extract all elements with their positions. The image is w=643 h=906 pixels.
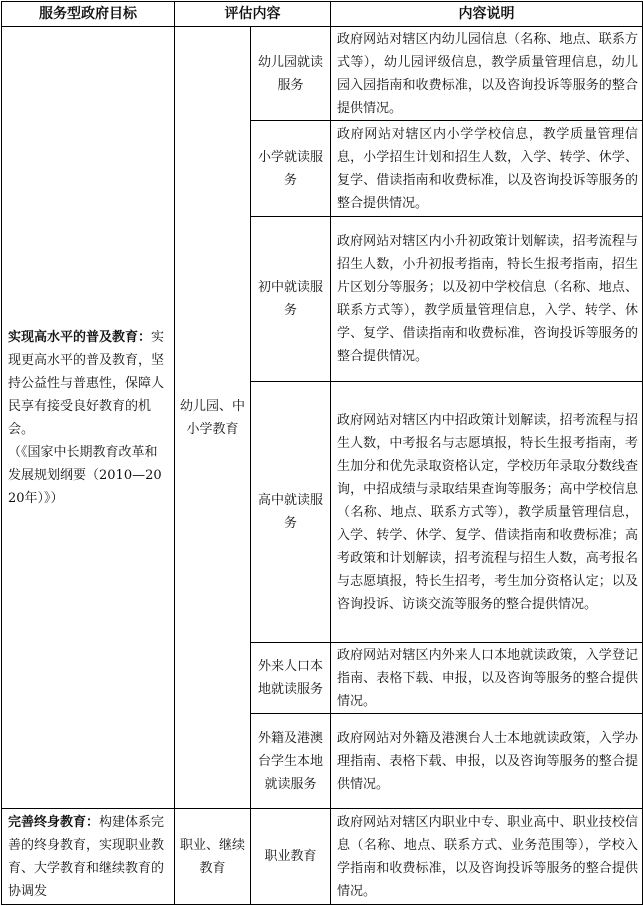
evaluation-item: 小学就读服务 xyxy=(251,121,331,217)
evaluation-item: 外来人口本地就读服务 xyxy=(251,643,331,714)
objective-title: 完善终身教育： xyxy=(8,814,100,830)
evaluation-table xyxy=(1,1,643,905)
item-description: 政府网站对辖区内小升初政策计划解读，招考流程与招生人数，小升初报考指南，特长生报考指南，招生片区划分等服务；以及初中学校信息（名称、地点、联系方式等），教学质量管理信息，入学、转学、休学、复学、借读指南和收费标准，咨询投诉等服务的整合提供情况。 xyxy=(331,217,643,382)
item-description: 政府网站对辖区内外来人口本地就读政策，入学登记指南、表格下载、申报，以及咨询等服务的整合提供情况。 xyxy=(331,643,643,714)
category-cell: 幼儿园、中小学教育 xyxy=(175,27,251,809)
item-description: 政府网站对辖区内中招政策计划解读，招考流程与招生人数，中考报名与志愿填报，特长生报考指南，考生加分和优先录取资格认定，学校历年录取分数线查询，中招成绩与录取结果查询等服务；高中学校信息（名称、地点、联系方式等），教学质量管理信息，入学、转学、休学、复学、借读指南和收费标准；高考政策和计划解读，招考流程与招生人数，高考报名与志愿填报，特长生招考，考生加分资格认定；以及咨询投诉、访谈交流等服务的整合提供情况。 xyxy=(331,382,643,643)
header-row xyxy=(2,2,643,27)
header-objective: 服务型政府目标 xyxy=(2,2,175,27)
table-row xyxy=(2,27,643,121)
objective-body: 实现更高水平的普及教育，坚持公益性与普惠性，保障人民享有接受良好教育的机会。 xyxy=(8,329,165,437)
objective-cell xyxy=(2,27,175,809)
evaluation-item: 外籍及港澳台学生本地就读服务 xyxy=(251,714,331,809)
item-description: 政府网站对辖区内职业中专、职业高中、职业技校信息（名称、地点、联系方式、业务范围等），学校入学指南和收费标准，以及咨询投诉等服务的整合提供情况。 xyxy=(331,809,643,905)
objective-title: 实现高水平的普及教育： xyxy=(8,329,152,345)
item-description: 政府网站对外籍及港澳台人士本地就读政策，入学办理指南、表格下载、申报，以及咨询等服务的整合提供情况。 xyxy=(331,714,643,809)
evaluation-item: 高中就读服务 xyxy=(251,382,331,643)
table-row xyxy=(2,809,643,905)
item-description: 政府网站对辖区内小学学校信息，教学质量管理信息，小学招生计划和招生人数，入学、转学、休学、复学、借读指南和收费标准，以及咨询投诉等服务的整合提供情况。 xyxy=(331,121,643,217)
objective-body: 构建体系完善的终身教育，实现职业教育、大学教育和继续教育的协调发 xyxy=(8,814,165,899)
evaluation-item: 幼儿园就读服务 xyxy=(251,27,331,121)
item-description: 政府网站对辖区内幼儿园信息（名称、地点、联系方式等），幼儿园评级信息，教学质量管理信息，幼儿园入园指南和收费标准，以及咨询投诉等服务的整合提供情况。 xyxy=(331,27,643,121)
objective-cell xyxy=(2,809,175,905)
header-evaluation: 评估内容 xyxy=(175,2,331,27)
category-cell: 职业、继续教育 xyxy=(175,809,251,905)
evaluation-item: 职业教育 xyxy=(251,809,331,905)
objective-note: （《国家中长期教育改革和发展规划纲要（2010—2020年）》） xyxy=(8,444,162,506)
header-description: 内容说明 xyxy=(331,2,643,27)
evaluation-item: 初中就读服务 xyxy=(251,217,331,382)
